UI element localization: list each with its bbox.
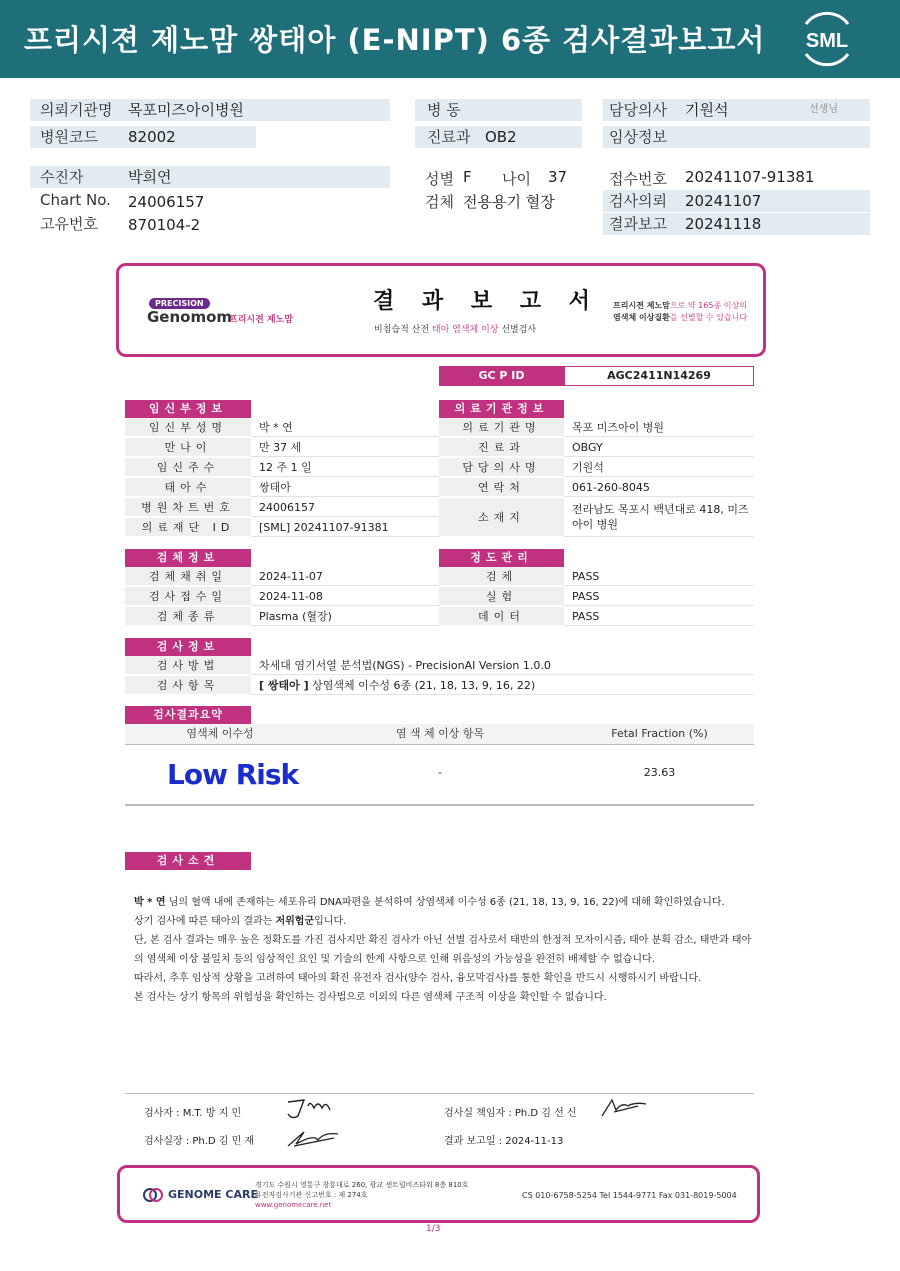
- age-value: 37: [548, 168, 568, 186]
- medical-row-label: 연락처: [439, 478, 564, 497]
- test-item-label: 검사항목: [125, 676, 251, 695]
- institution-row: [30, 99, 390, 121]
- qc-row-label: 검체: [439, 567, 564, 586]
- report-description: 프리시젼 제노맘으로 약 165종 이상의 염색체 이상질환을 선별할 수 있습니다: [613, 301, 748, 322]
- patient-row: [30, 166, 390, 188]
- qc-row-value: PASS: [564, 567, 754, 586]
- genomecare-logo: GENOME CARE: [168, 1188, 258, 1201]
- genomecare-logo-icon: [142, 1187, 164, 1203]
- chart-label: Chart No.: [40, 191, 111, 209]
- summary-section-header: 검사결과요약: [125, 706, 251, 724]
- hospital-code-value: 82002: [128, 128, 176, 146]
- dept-label: 진료과: [427, 128, 471, 146]
- institution-value: 목포미즈아이병원: [128, 101, 244, 119]
- age-label: 나이: [502, 170, 531, 188]
- specimen-row-label: 검체채취일: [125, 567, 251, 586]
- summary-col-abnormal: 염 색 체 이상 항목: [315, 724, 565, 744]
- footer-website[interactable]: www.genomecare.net: [255, 1201, 332, 1209]
- tester-signature: [284, 1096, 342, 1122]
- specimen-row-label: 검체종류: [125, 607, 251, 626]
- doctor-suffix: 선생님: [809, 104, 838, 115]
- medical-row-label: 의료기관명: [439, 418, 564, 437]
- pregnancy-row-value: 쌍태아: [251, 478, 439, 497]
- risk-result: Low Risk: [167, 758, 299, 791]
- qc-row-label: 데이터: [439, 607, 564, 626]
- pregnancy-row-value: 박 * 연: [251, 418, 439, 437]
- dept-value: OB2: [485, 128, 517, 146]
- report-date-label: 결과보고: [609, 215, 667, 233]
- unique-label: 고유번호: [40, 215, 98, 233]
- specimen-label: 검체: [425, 193, 454, 211]
- test-item-value: [ 쌍태아 ] 상염색체 이수성 6종 (21, 18, 13, 9, 16, 22): [251, 676, 754, 695]
- medical-row-value: 목포 미즈아이 병원: [564, 418, 754, 437]
- ward-label: 병 동: [427, 101, 461, 119]
- signature-divider: [125, 1093, 754, 1094]
- pregnancy-row-value: [SML] 20241107-91381: [251, 518, 439, 537]
- medical-row-value: 기원석: [564, 458, 754, 477]
- medical-row-label: 진료과: [439, 438, 564, 457]
- request-label: 검사의뢰: [609, 192, 667, 210]
- report-date: 결과 보고일 : 2024-11-13: [444, 1136, 564, 1147]
- unique-value: 870104-2: [128, 216, 201, 234]
- lab-manager-signature: [598, 1096, 650, 1120]
- page-number: 1/3: [426, 1224, 441, 1234]
- medical-row-label: 소재지: [439, 498, 564, 537]
- footer-address: 경기도 수원시 영통구 창룡대로 260, 광교 센트럴비즈타워 8층 810호 유전자검사기관 신고번호 : 제 274호 www.genomecare.net: [255, 1181, 469, 1209]
- pregnancy-section-header: 임신부정보: [125, 400, 251, 418]
- clinical-label: 임상정보: [609, 128, 667, 146]
- tester-name: 검사자 : M.T. 방 지 민: [144, 1108, 242, 1119]
- page-title: 프리시젼 제노맘 쌍태아 (E-NIPT) 6종 검사결과보고서: [24, 23, 766, 57]
- doctor-row: [603, 99, 870, 121]
- medical-row-label: 담당의사명: [439, 458, 564, 477]
- lab-manager-name: 검사실 책임자 : Ph.D 김 선 신: [444, 1108, 577, 1119]
- gcpid-value: AGC2411N14269: [564, 366, 754, 386]
- precision-badge: PRECISION: [149, 298, 210, 309]
- pregnancy-row-label: 태아수: [125, 478, 251, 497]
- ward-row: [415, 99, 582, 121]
- pregnancy-row-value: 12 주 1 일: [251, 458, 439, 477]
- summary-bottom-divider: [125, 804, 754, 806]
- receipt-value: 20241107-91381: [685, 168, 815, 186]
- svg-text:SML: SML: [805, 30, 849, 52]
- specimen-section-header: 검체정보: [125, 549, 251, 567]
- lab-chief-name: 검사실장 : Ph.D 김 민 재: [144, 1136, 255, 1147]
- request-value: 20241107: [685, 192, 762, 210]
- medical-section-header: 의료기관정보: [439, 400, 564, 418]
- receipt-label: 접수번호: [609, 170, 667, 188]
- summary-header-divider: [125, 744, 754, 745]
- specimen-row-value: Plasma (혈장): [251, 607, 439, 626]
- fetal-fraction-value: 23.63: [643, 766, 676, 779]
- specimen-row-label: 검사접수일: [125, 587, 251, 606]
- qc-row-label: 실험: [439, 587, 564, 606]
- pregnancy-row-label: 의료재단 ID: [125, 518, 251, 537]
- report-date-row: [603, 213, 870, 235]
- summary-col-fetal-fraction: Fetal Fraction (%): [565, 724, 754, 744]
- abnormal-value: -: [438, 766, 442, 779]
- specimen-row-value: 2024-11-07: [251, 567, 439, 586]
- sex-label: 성별: [425, 170, 454, 188]
- qc-row-value: PASS: [564, 587, 754, 606]
- page-banner: [0, 0, 900, 78]
- sex-value: F: [463, 168, 472, 186]
- gcpid-label: GC P ID: [439, 366, 564, 386]
- report-title: 결 과 보 고 서: [373, 289, 600, 314]
- opinion-section-header: 검사소견: [125, 852, 251, 870]
- doctor-label: 담당의사: [609, 101, 667, 119]
- pregnancy-row-value: 24006157: [251, 498, 439, 517]
- opinion-text: 박 * 연 님의 혈액 내에 존재하는 세포유리 DNA파편을 분석하여 상염색체 이수성 6종 (21, 18, 13, 9, 16, 22)에 대해 확인하였습니다. 상기 검사에 따른 태아의 결과는 저위험군입니다. 단, 본 검사 결과는 매우 높은 정확도를 가진 검사지만 확진 검사가 아닌 선별 검사로서 태반의 한정적 모자이시즘, 태아 분획 감소, 태반과 태아의 염색체 이상 불일치 등의 임상적인 요인 및 기술의 한계 사항으로 인해 위음성의 가능성을 완전히 배제할 수 없습니다. 따라서, 추후 임상적 상황을 고려하여 태아의 확진 유전자 검사(양수 검사, 융모막검사)를 통한 확인을 반드시 시행하시기 바랍니다. 본 검사는 상기 항목의 위험성을 확인하는 검사법으로 이외의 다른 염색체 구조적 이상을 확인할 수 없습니다.: [134, 897, 752, 1003]
- specimen-value: 전용용기 혈장: [463, 193, 555, 211]
- lab-chief-signature: [284, 1124, 342, 1150]
- footer-frame: [117, 1165, 760, 1223]
- doctor-value: 기원석: [685, 101, 729, 119]
- hospital-code-label: 병원코드: [40, 128, 98, 146]
- patient-value: 박희연: [128, 168, 172, 186]
- specimen-row-value: 2024-11-08: [251, 587, 439, 606]
- qc-section-header: 정도관리: [439, 549, 564, 567]
- clinical-row: [603, 126, 870, 148]
- pregnancy-row-label: 임신부성명: [125, 418, 251, 437]
- qc-row-value: PASS: [564, 607, 754, 626]
- patient-label: 수진자: [40, 168, 84, 186]
- pregnancy-row-label: 임신주수: [125, 458, 251, 477]
- test-method-label: 검사방법: [125, 656, 251, 675]
- hospital-code-row: [30, 126, 256, 148]
- request-row: [603, 190, 870, 212]
- medical-row-value: 전라남도 목포시 백년대로 418, 미즈아이 병원: [564, 498, 754, 537]
- pregnancy-row-value: 만 37 세: [251, 438, 439, 457]
- medical-row-value: OBGY: [564, 438, 754, 457]
- genomom-logo-sub: 프리시젼 제노맘: [229, 315, 293, 325]
- test-section-header: 검사정보: [125, 638, 251, 656]
- report-subtitle: 비침습적 산전 태아 염색체 이상 선별검사: [374, 325, 537, 335]
- medical-row-value: 061-260-8045: [564, 478, 754, 497]
- pregnancy-row-label: 병원차트번호: [125, 498, 251, 517]
- test-method-value: 차세대 염기서열 분석법(NGS) - PrecisionAI Version 1.0.0: [251, 656, 754, 675]
- genomom-logo: Genomom: [147, 308, 233, 326]
- pregnancy-row-label: 만나이: [125, 438, 251, 457]
- report-header-frame: [116, 263, 766, 357]
- sml-logo: [796, 10, 858, 68]
- footer-contact: CS 010-6758-5254 Tel 1544-9771 Fax 031-8019-5004: [522, 1191, 737, 1200]
- institution-label: 의뢰기관명: [40, 101, 113, 119]
- summary-col-aneuploidy: 염색체 이수성: [125, 724, 315, 744]
- dept-row: [415, 126, 582, 148]
- chart-value: 24006157: [128, 193, 205, 211]
- report-date-value: 20241118: [685, 215, 762, 233]
